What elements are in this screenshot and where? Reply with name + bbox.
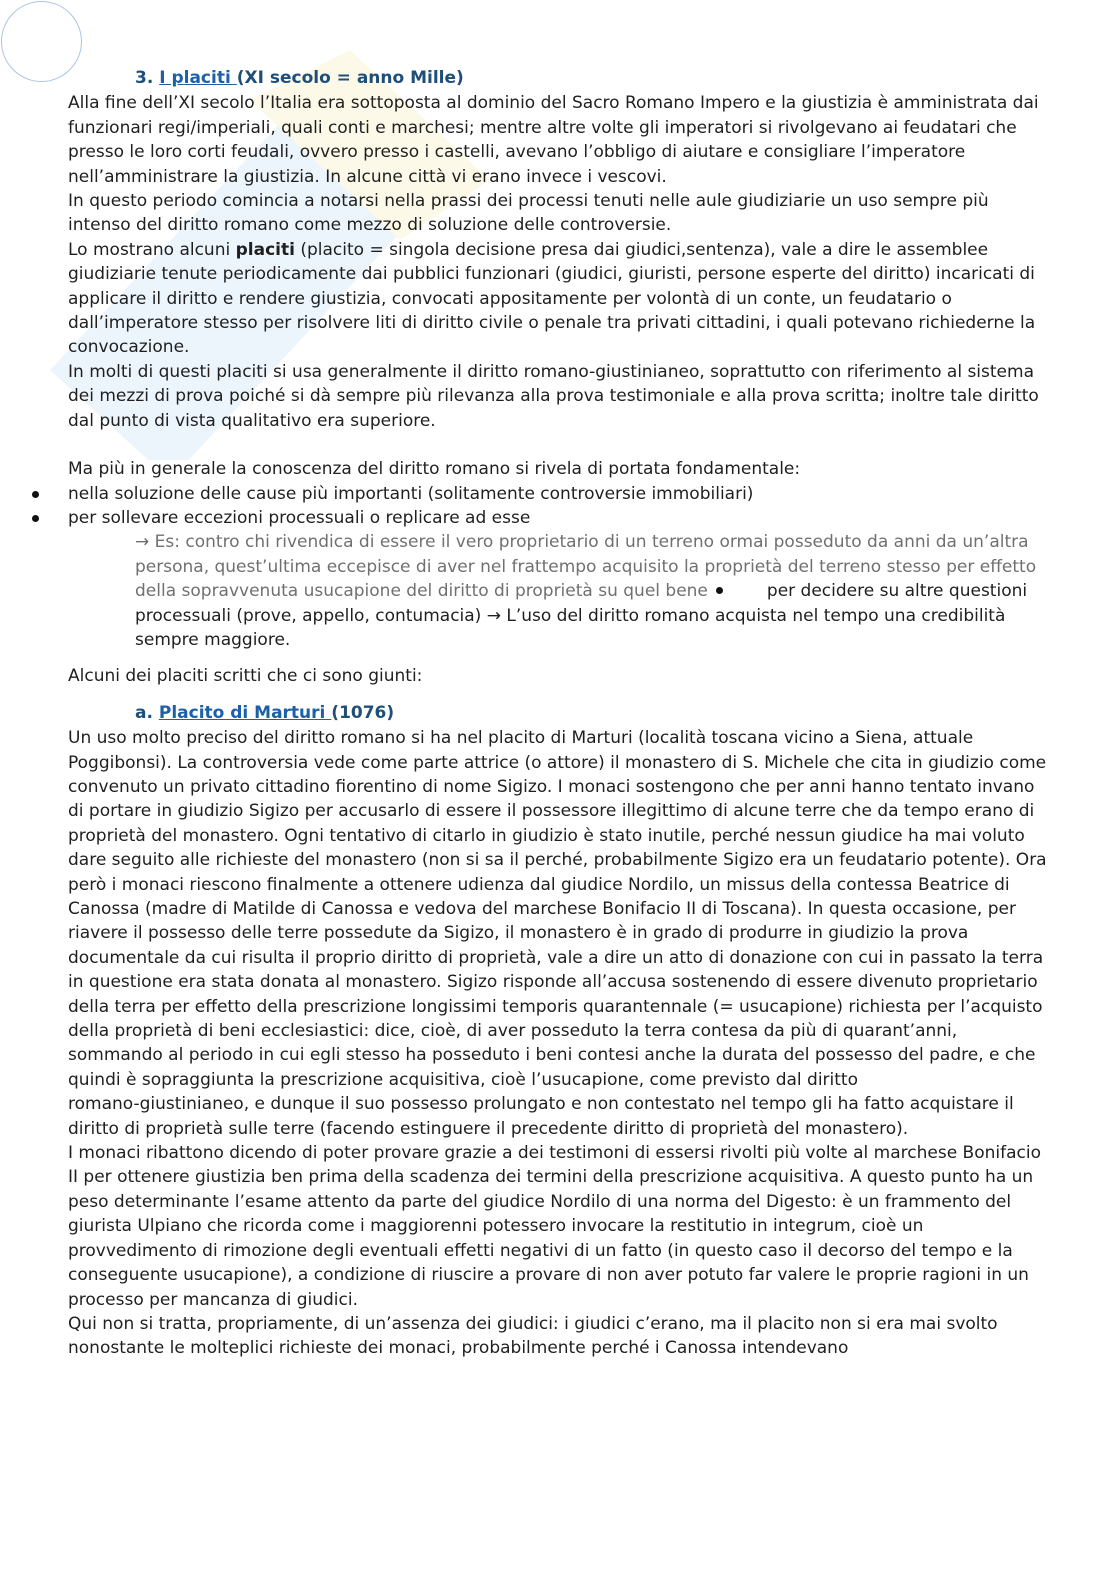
- list-item-text: per sollevare eccezioni processuali o replicare ad esse: [68, 507, 531, 528]
- paragraph: Alla fine dell’XI secolo l’Italia era sottoposta al dominio del Sacro Romano Impero e la giustizia è amministrata dai funzionari regi/imperiali, quali conti e marchesi; mentre altre volte gli imperatori si rivolgevano ai feudatari che presso le loro corti feudali, ovvero presso i castelli, avevano l’obbligo di aiutare e consigliare l’imperatore nell’amministrare la giustizia. In alcune città vi erano invece i vescovi.: [68, 93, 1039, 187]
- bold-term: placiti: [235, 239, 295, 260]
- example-continuation: per decidere su altre questioni processuali (prove, appello, contumacia) → L’uso del diritto romano acquista nel tempo una credibilità sempre maggiore.: [135, 581, 1028, 650]
- section-heading-placiti: [68, 66, 1050, 90]
- list-item-text: nella soluzione delle cause più importanti (solitamente controversie immobiliari): [68, 483, 754, 504]
- text-span: (placito = singola decisione presa dai giudici,sentenza), vale a dire le assemblee giudiziarie tenute periodicamente dai pubblici funzionari (giudici, giuristi, persone esperte del diritto) incaricati di applicare il diritto e rendere giustizia, convocati appositamente per volontà di un conte, un feudatario o dall’imperatore stesso per risolvere liti di diritto civile o penale tra privati cittadini, i quali potevano richiederne la convocazione.: [68, 239, 1036, 358]
- heading-suffix: (XI secolo = anno Mille): [236, 68, 464, 88]
- example-text: → Es: contro chi rivendica di essere il vero proprietario di un terreno ormai posseduto da anni da un’altra persona, quest’ultima eccepisce di aver nel frattempo acquisito la proprietà del terreno stesso per effetto della sopravvenuta usucapione del diritto di proprietà su quel bene: [135, 532, 1037, 602]
- heading-suffix: (1076): [331, 702, 395, 723]
- heading-link-marturi[interactable]: Placito di Marturi: [158, 702, 332, 723]
- list-item: [68, 506, 1050, 530]
- paragraph: [68, 238, 1050, 360]
- paragraph: In questo periodo comincia a notarsi nella prassi dei processi tenuti nelle aule giudiziarie un uso sempre più intenso del diritto romano come mezzo di soluzione delle controversie.: [68, 191, 989, 236]
- bullet-icon: [32, 515, 39, 522]
- list-item: [68, 482, 1050, 506]
- section-number: 3.: [135, 68, 154, 88]
- paragraph: I monaci ribattono dicendo di poter provare grazie a dei testimoni di essersi rivolti più volte al marchese Bonifacio II per ottenere giustizia ben prima della scadenza dei termini della prescrizione acquisitiva. A questo punto ha un peso determinante l’esame attento da parte del giudice Nordilo di una norma del Digesto: è un frammento del giurista Ulpiano che ricorda come i maggiorenni potessero invocare la restitutio in integrum, cioè un provvedimento di rimozione degli eventuali effetti negativi di un fatto (in questo caso il decorso del tempo e la conseguente usucapione), a condizione di riuscire a provare di non aver potuto far valere le proprie ragioni in un processo per mancanza di giudici.: [68, 1143, 1041, 1310]
- paragraph: romano-giustinianeo, e dunque il suo possesso prolungato e non contestato nel tempo gli ha fatto acquistare il diritto di proprietà sulle terre (facendo estinguere il precedente diritto di proprietà del monastero).: [68, 1094, 1014, 1139]
- document-page: [68, 66, 1050, 1361]
- text-span: Lo mostrano alcuni: [68, 239, 236, 260]
- paragraph: Qui non si tratta, propriamente, di un’assenza dei giudici: i giudici c’erano, ma il placito non si era mai svolto nonostante le molteplici richieste dei monaci, probabilmente perché i Canossa intendevano: [68, 1313, 998, 1359]
- example-paragraph: [68, 530, 1050, 652]
- bullet-icon: [32, 491, 39, 498]
- paragraph: Alcuni dei placiti scritti che ci sono giunti:: [68, 666, 423, 687]
- paragraph: Ma più in generale la conoscenza del diritto romano si rivela di portata fondamentale:: [68, 459, 801, 480]
- heading-link-placiti[interactable]: I placiti: [159, 68, 237, 88]
- bullet-icon: [716, 587, 723, 594]
- bullet-list: [68, 482, 1050, 531]
- paragraph: Un uso molto preciso del diritto romano si ha nel placito di Marturi (località toscana vicino a Siena, attuale Poggibonsi). La controversia vede come parte attrice (o attore) il monastero di S. Michele che cita in giudizio come convenuto un privato cittadino fiorentino di nome Sigizo. I monaci sostengono che per anni hanno tentato invano di portare in giudizio Sigizo per accusarlo di essere il possessore illegittimo di alcune terre che da tempo erano di proprietà del monastero. Ogni tentativo di citarlo in giudizio è stato inutile, perché nessun giudice ha mai voluto dare seguito alle richieste del monastero (non si sa il perché, probabilmente Sigizo era un feudatario potente). Ora però i monaci riescono finalmente a ottenere udienza dal giudice Nordilo, un missus della contessa Beatrice di Canossa (madre di Matilde di Canossa e vedova del marchese Bonifacio II di Toscana). In questa occasione, per riavere il possesso delle terre possedute da Sigizo, il monastero è in grado di produrre in giudizio la prova documentale da cui risulta il proprio diritto di proprietà, vale a dire un atto di donazione con cui in passato la terra in questione era stata donata al monastero. Sigizo risponde all’accusa sostenendo di essere divenuto proprietario della terra per effetto della prescrizione longissimi temporis quarantennale (= usucapione) richiesta per l’acquisto della proprietà di beni ecclesiastici: dice, cioè, di aver posseduto la terra contesa da più di quarant’anni, sommando al periodo in cui egli stesso ha posseduto i beni contesi anche la durata del possesso del padre, e che quindi è sopraggiunta la prescrizione acquisitiva, cioè l’usucapione, come previsto dal diritto: [68, 728, 1047, 1090]
- section-heading-marturi: [68, 701, 1050, 725]
- section-letter: a.: [135, 702, 153, 723]
- paragraph: In molti di questi placiti si usa generalmente il diritto romano-giustinianeo, soprattutto con riferimento al sistema dei mezzi di prova poiché si dà sempre più rilevanza alla prova testimoniale e alla prova scritta; inoltre tale diritto dal punto di vista qualitativo era superiore.: [68, 361, 1039, 431]
